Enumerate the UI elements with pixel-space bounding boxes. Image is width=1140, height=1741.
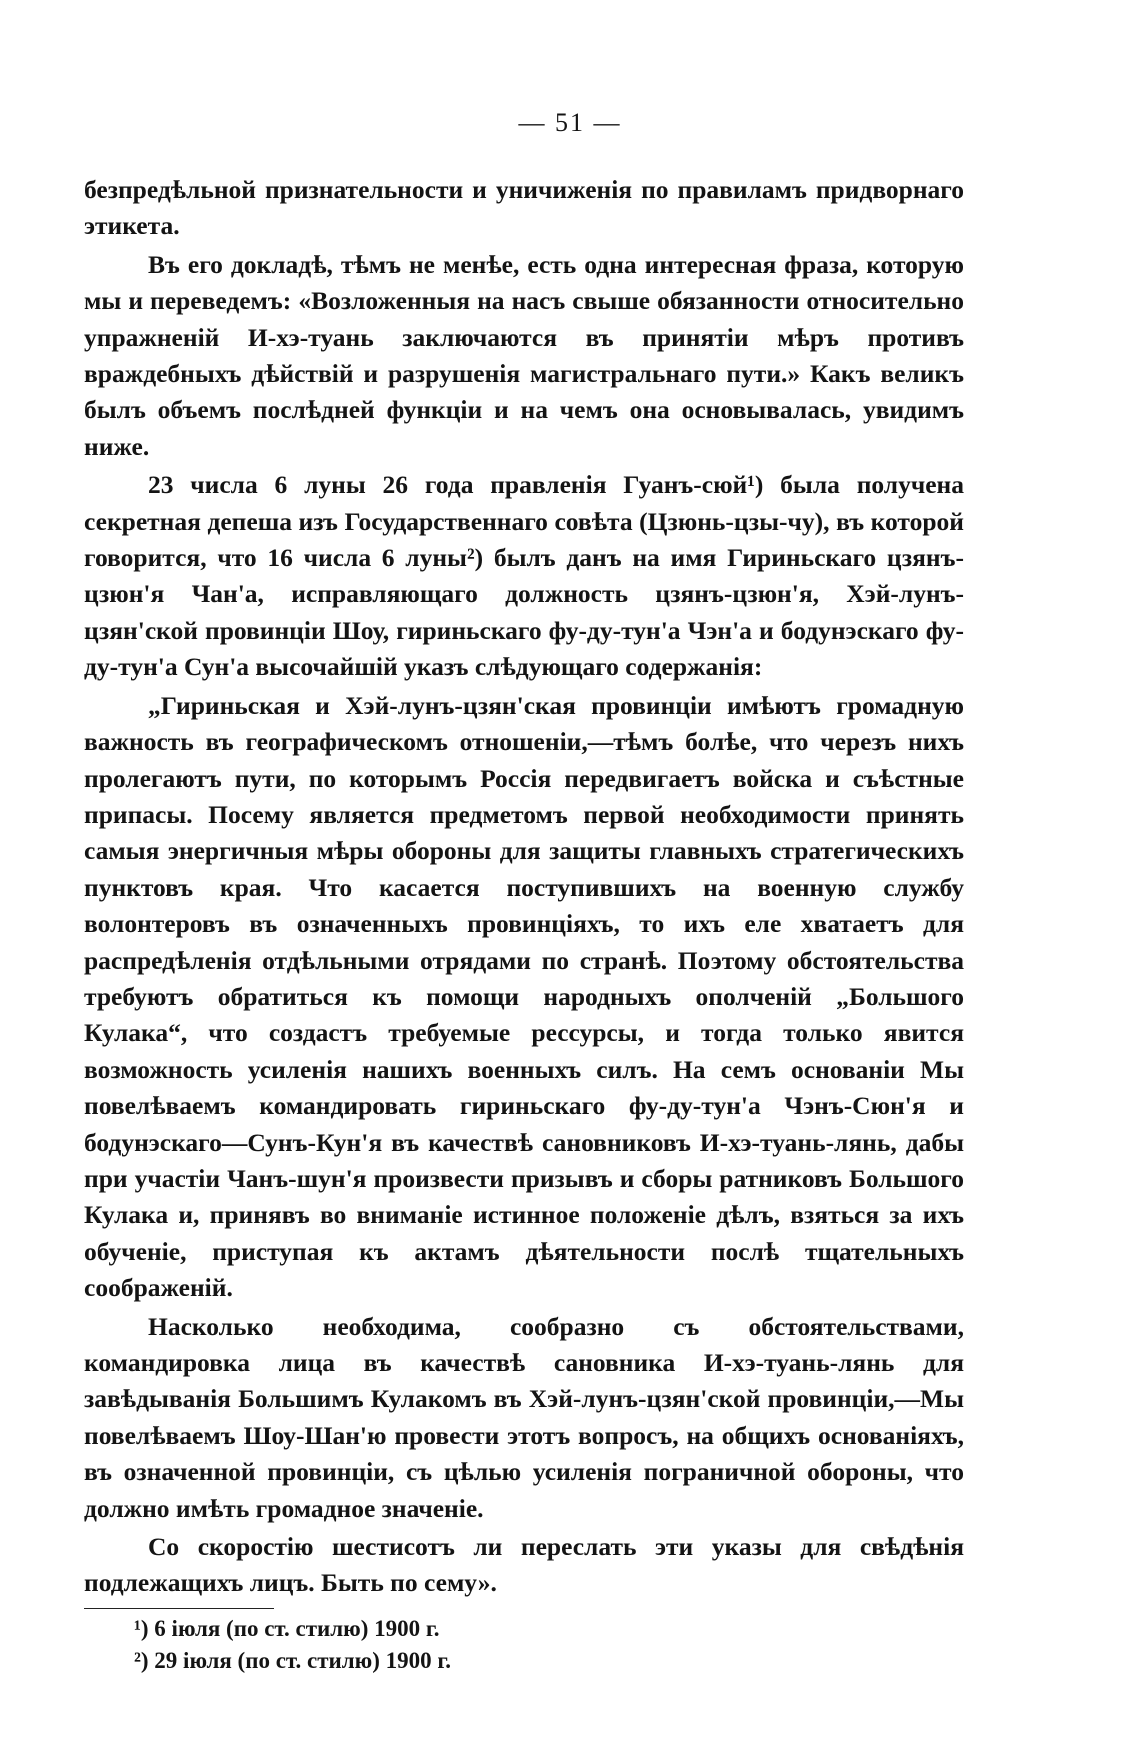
paragraph-3: 23 числа 6 луны 26 года правленія Гуанъ-сюй¹) была получена секретная депеша изъ Государственнаго совѣта (Цзюнь-цзы-чу), въ которой говорится, что 16 числа 6 луны²) былъ данъ на имя Гириньскаго цзянъ-цзюн'я Чан'а, исправляющаго должность цзянъ-цзюн'я, Хэй-лунъ-цзян'ской провинціи Шоу, гириньскаго фу-ду-тун'а Чэн'а и бодунэскаго фу-ду-тун'а Сун'а высочайшій указъ слѣдующаго содержанія: — [84, 470, 964, 682]
paragraph-5: Насколько необходима, сообразно съ обстоятельствами, командировка лица въ качествѣ сановника И-хэ-туань-лянь для завѣдыванія Большимъ Кулакомъ въ Хэй-лунъ-цзян'ской провинціи,—Мы повелѣваемъ Шоу-Шан'ю провести этотъ вопросъ, на общихъ основаніяхъ, въ означенной провинціи, съ цѣлью усиленія пограничной обороны, что должно имѣть громадное значеніе. — [84, 1311, 964, 1523]
page-number: — 51 — — [518, 108, 622, 137]
footnote-1: ¹) 6 іюля (по ст. стилю) 1900 г. — [134, 1615, 440, 1641]
paragraph-6: Со скоростію шестисотъ ли переслать эти указы для свѣдѣнія подлежащихъ лицъ. Быть по сему». — [84, 1532, 964, 1598]
paragraph-1: безпредѣльной признательности и уничиженія по правиламъ придворнаго этикета. — [84, 175, 964, 241]
paragraph-4-decree-quote: „Гириньская и Хэй-лунъ-цзян'ская провинціи имѣютъ громадную важность въ географическомъ отношеніи,—тѣмъ болѣе, что черезъ нихъ пролегаютъ пути, по которымъ Россія передвигаетъ войска и съѣстные припасы. Посему является предметомъ первой необходимости принять самыя энергичныя мѣры обороны для защиты главныхъ стратегическихъ пунктовъ края. Что касается поступившихъ на военную службу волонтеровъ въ означенныхъ провинціяхъ, то ихъ еле хватаетъ для распредѣленія отдѣльными отрядами по странѣ. Поэтому обстоятельства требуютъ обратиться къ помощи народныхъ ополченій „Большого Кулака“, что создастъ требуемые рессурсы, и тогда только явится возможность усиленія нашихъ военныхъ силъ. На семъ основаніи Мы повелѣваемъ командировать гириньскаго фу-ду-тун'а Чэнъ-Сюн'я и бодунэскаго—Сунъ-Кун'я въ качествѣ сановниковъ И-хэ-туань-лянь, дабы при участіи Чанъ-шун'я произвести призывъ и сборы ратниковъ Большого Кулака и, принявъ во вниманіе истинное положеніе дѣлъ, взяться за ихъ обученіе, приступая къ актамъ дѣятельности послѣ тщательныхъ соображеній. — [84, 690, 964, 1303]
footnote-2: ²) 29 іюля (по ст. стилю) 1900 г. — [134, 1647, 451, 1673]
footnote-divider — [84, 1608, 274, 1609]
footnotes — [84, 1613, 964, 1677]
paragraph-2: Въ его докладѣ, тѣмъ не менѣе, есть одна интересная фраза, которую мы и переведемъ: «Возложенныя на насъ свыше обязанности относительно упражненій И-хэ-туань заключаются въ принятіи мѣръ противъ враждебныхъ дѣйствій и разрушенія магистральнаго пути.» Какъ великъ былъ объемъ послѣдней функціи и на чемъ она основывалась, увидимъ ниже. — [84, 249, 964, 461]
body-text — [84, 172, 964, 1677]
